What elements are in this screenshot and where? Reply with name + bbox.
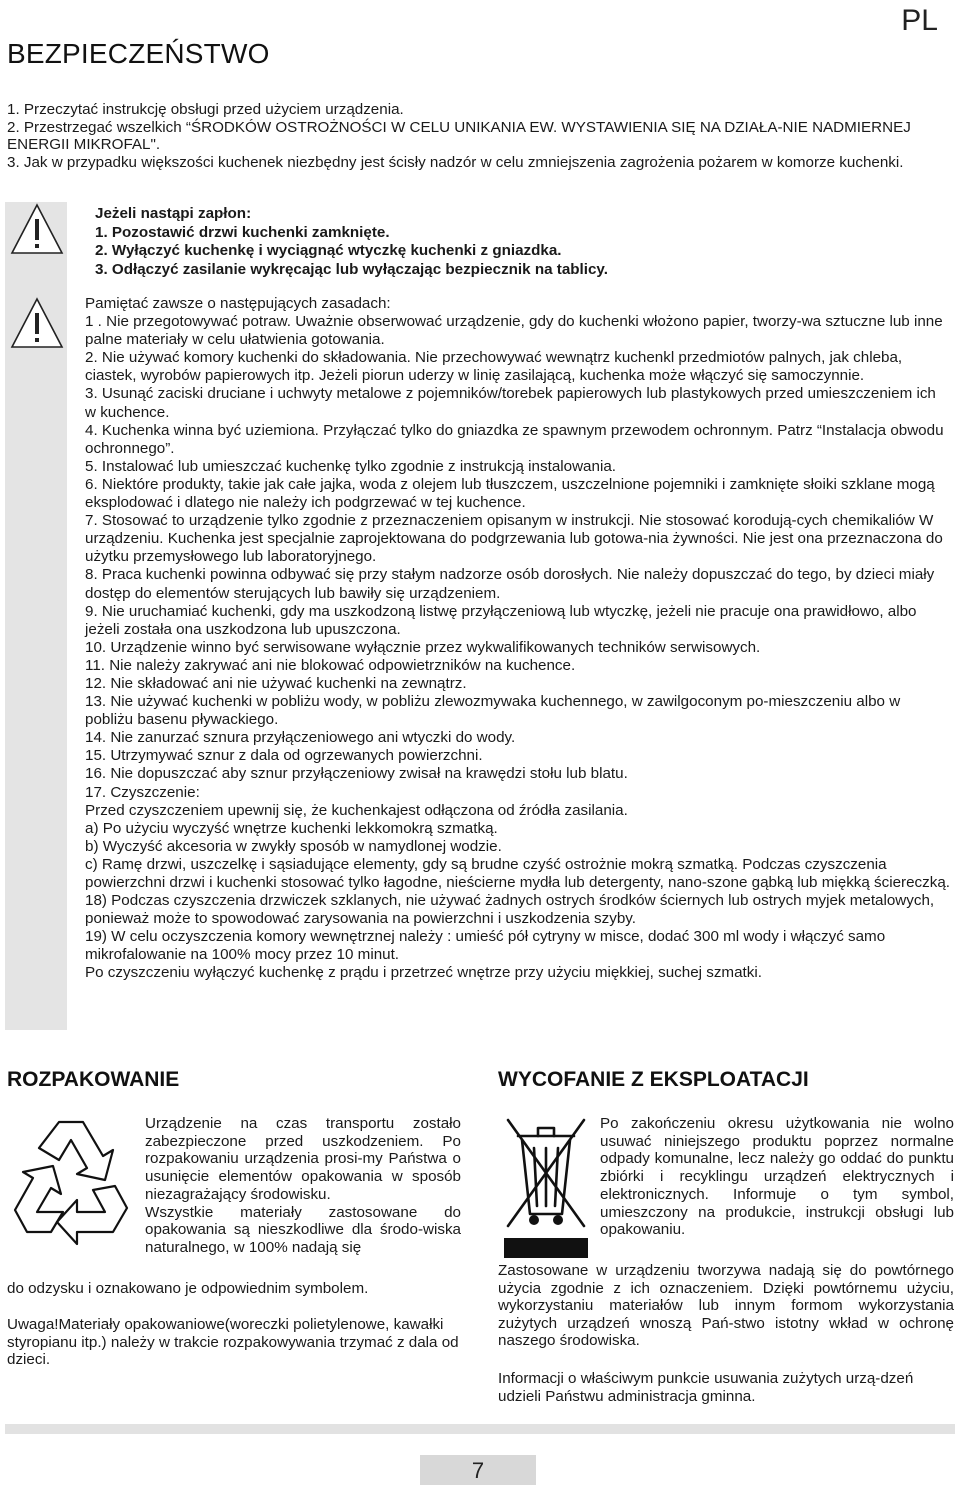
rule-item: 5. Instalować lub umieszczać kuchenkę tylko zgodnie z instrukcją instalowania. — [85, 457, 616, 475]
rule-item: Przed czyszczeniem upewnij się, że kuchenkajest odłączona od źródła zasilania. — [85, 801, 628, 819]
unpacking-paragraph: Urządzenie na czas transportu zostało zabezpieczone przed uszkodzeniem. Po rozpakowaniu urządzenia prosi-my Państwa o usunięcie elementów opakowania w sposób niezagrażający środowisku. — [145, 1115, 461, 1203]
rule-item: 6. Niektóre produkty, takie jak całe jajka, woda z olejem lub tłuszczem, uszczelnione pojemniki i zamknięte słoiki szklane mogą eksplodować i dlatego nie należy ich podgrzewać w tej kuchence. — [85, 475, 935, 512]
rule-item: 3. Usunąć zaciski druciane i uchwyty metalowe z pojemników/torebek papierowych lub plastykowych przed umieszczeniem ich w kuchence. — [85, 385, 936, 421]
rule-item: 15. Utrzymywać sznur z dala od ogrzewanych powierzchni. — [85, 747, 483, 765]
unpacking-paragraph: Wszystkie materiały zastosowane do opakowania są nieszkodliwe dla środo-wiska naturalnego, w 100% nadają się — [145, 1203, 461, 1256]
rule-item: 12. Nie składować ani nie używać kuchenki na zewnątrz. — [85, 674, 467, 692]
unpacking-warning: Uwaga!Materiały opakowaniowe(woreczki polietylenowe, kawałki styropianu itp.) należy w trakcie rozpakowywania trzymać z dala od dzieci. — [7, 1316, 459, 1369]
rule-item: 7. Stosować to urządzenie tylko zgodnie z przeznaczeniem opisanym w instrukcji. Nie stosować korodują-cych chemikaliów W urządzeniu. Kuchenka jest specjalnie zaprojektowana do podgrzewania lub gotowa-nia żywności. Nie jest ona przeznaczona do użytku przemysłowego lub laboratoryjnego. — [85, 512, 943, 566]
intro-list — [7, 101, 952, 171]
page-number: 7 — [420, 1455, 536, 1485]
rule-item: 16. Nie dopuszczać aby sznur przyłączeniowy zwisał na krawędzi stołu lub blatu. — [85, 765, 628, 783]
unpacking-title: ROZPAKOWANIE — [7, 1068, 180, 1091]
warning-triangle-icon — [9, 296, 65, 350]
fire-instructions — [95, 205, 945, 279]
unpacking-text — [145, 1115, 461, 1257]
disposal-paragraph: Zastosowane w urządzeniu tworzywa nadają się do powtórnego użycia zgodnie z ich oznaczeniem. Dzięki powtórnemu użyciu, wykorzystaniu materiałów lub innym formom wykorzystania zużytych urządzeń wnoszą Pań-stwo istotny wkład w ochronę naszego środowiska. — [498, 1262, 954, 1349]
safety-rules — [85, 295, 951, 983]
rule-item: 2. Nie używać komory kuchenki do składowania. Nie przechowywać wewnątrz kuchenkl przedmiotów palnych, jak chleba, ciastek, wyrobów papierowych itp. Jeżeli piorun uderzy w linię zasilającą, kuchenka może włączyć się samoczynnie. — [85, 349, 903, 385]
disposal-paragraph: Informacji o właściwym punkcie usuwania zużytych urzą-dzeń udzieli Państwu administracja gminna. — [498, 1370, 914, 1405]
page-title: BEZPIECZEŃSTWO — [7, 38, 270, 69]
intro-item: 2. Przestrzegać wszelkich “ŚRODKÓW OSTROŻNOŚCI W CELU UNIKANIA EW. WYSTAWIENIA SIĘ NA DZIAŁA-NIE NADMIERNEJ ENERGII MIKROFAL". — [7, 118, 911, 153]
intro-item: 1. Przeczytać instrukcję obsługi przed użyciem urządzenia. — [7, 101, 404, 118]
fire-step: 1. Pozostawić drzwi kuchenki zamknięte. — [95, 223, 390, 241]
rule-item: 18) Podczas czyszczenia drzwiczek szklanych, nie używać żadnych ostrych środków ściernych lub ostrych myjek metalowych, ponieważ może to spowodować zarysowania na powierzchni i uszkodzenia szyby. — [85, 892, 935, 928]
rule-item: 13. Nie używać kuchenki w pobliżu wody, w pobliżu zlewozmywaka kuchennego, w zawilgoconym po-mieszczeniu albo w pobliżu basenu pływackiego. — [85, 693, 901, 729]
rule-item: 19) W celu oczyszczenia komory wewnętrznej należy : umieść pół cytryny w misce, dodać 300 ml wody i włączyć samo mikrofalowanie na 100% mocy przez 10 minut. — [85, 928, 886, 964]
disposal-title: WYCOFANIE Z EKSPLOATACJI — [498, 1068, 809, 1091]
recycle-icon — [7, 1108, 135, 1248]
rule-item: Po czyszczeniu wyłączyć kuchenkę z prądu i przetrzeć wnętrze przy użyciu miękkiej, suchej szmatki. — [85, 964, 762, 982]
rule-item: 17. Czyszczenie: — [85, 783, 200, 801]
fire-heading: Jeżeli nastąpi zapłon: — [95, 205, 252, 222]
disposal-paragraph: Po zakończeniu okresu użytkowania nie wolno usuwać niniejszego produktu poprzez normalne odpady komunalne, lecz należy go oddać do punktu zbiórki i recyklingu urządzeń elektrycznych i elektronicznych. Informuje o tym symbol, umieszczony na produkcie, instrukcji obsługi lub opakowaniu. — [600, 1115, 954, 1239]
crossed-bin-icon — [500, 1108, 592, 1260]
footer-divider — [5, 1424, 955, 1434]
language-code: PL — [901, 4, 938, 37]
rule-item: 1 . Nie przegotowywać potraw. Uważnie obserwować urządzenie, gdy do kuchenki włożono papier, tworzy-wa sztuczne lub inne palne materiały w celu ułatwienia gotowania. — [85, 313, 943, 349]
fire-step: 3. Odłączyć zasilanie wykręcając lub wyłączając bezpiecznik na tablicy. — [95, 260, 608, 278]
rule-item: 10. Urządzenie winno być serwisowane wyłącznie przez wykwalifikowanych techników serwisowych. — [85, 638, 761, 656]
warning-triangle-icon — [9, 202, 65, 256]
rule-item: 8. Praca kuchenki powinna odbywać się przy stałym nadzorze osób dorosłych. Nie należy dopuszczać do tego, by dzieci miały dostęp do elementów sterujących lub bawiły się urządzeniem. — [85, 566, 935, 602]
fire-step: 2. Wyłączyć kuchenkę i wyciągnąć wtyczkę kuchenki z gniazdka. — [95, 242, 562, 259]
rule-item: a) Po użyciu wyczyść wnętrze kuchenki lekkomokrą szmatką. — [85, 819, 498, 837]
rule-item: 4. Kuchenka winna być uziemiona. Przyłączać tylko do gniazdka ze spawnym przewodem ochronnym. Patrz “Instalacja obwodu ochronnego”. — [85, 421, 944, 457]
rule-item: 11. Nie należy zakrywać ani nie blokować odpowietrzników na kuchence. — [85, 656, 576, 674]
rule-item: 14. Nie zanurzać sznura przyłączeniowego ani wtyczki do wody. — [85, 729, 516, 747]
rule-item: c) Ramę drzwi, uszczelkę i sąsiadujące elementy, gdy są brudne czyść ostrożnie mokrą szmatką. Podczas czyszczenia powierzchni drzwi i kuchenki stosować tylko łagodne, nieścierne mydła lub detergenty, nano-szone gąbką lub miękką ściereczką. — [85, 855, 951, 891]
unpacking-paragraph-continued: do odzysku i oznakowano je odpowiednim symbolem. — [7, 1280, 369, 1297]
intro-item: 3. Jak w przypadku większości kuchenek niezbędny jest ścisły nadzór w celu zmniejszenia zagrożenia pożarem w komorze kuchenki. — [7, 153, 904, 171]
rule-item: 9. Nie uruchamiać kuchenki, gdy ma uszkodzoną listwę przyłączeniową lub wtyczkę, jeżeli nie pracuje ona prawidłowo, albo jeżeli została ona uszkodzona lub upuszczona. — [85, 602, 917, 638]
rule-item: Pamiętać zawsze o następujących zasadach: — [85, 295, 391, 312]
rule-item: b) Wyczyść akcesoria w zwykły sposób w namydlonej wodzie. — [85, 837, 502, 855]
